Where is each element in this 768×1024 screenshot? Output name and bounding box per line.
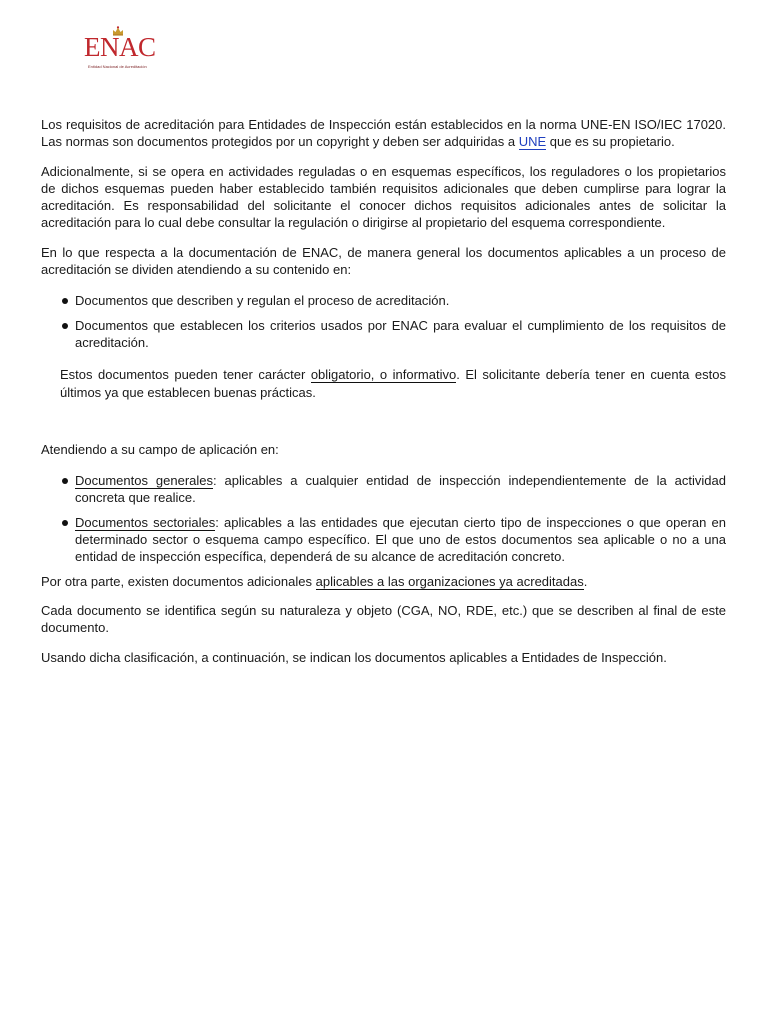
character-text-end: . El solicitante debería tener en cuenta estos últimos ya que establecen buenas prácticas. xyxy=(60,367,726,400)
list-item-text: : aplicables a cualquier entidad de inspección independientemente de la actividad concreta que realice. xyxy=(75,473,726,506)
document-character-paragraph xyxy=(41,366,726,401)
accredited-text-end: . xyxy=(583,573,588,589)
documentos-sectoriales-link[interactable]: Documentos sectoriales xyxy=(75,514,216,530)
enac-logo xyxy=(84,26,160,70)
list-item xyxy=(75,514,726,566)
application-field-paragraph: Atendiendo a su campo de aplicación en: xyxy=(41,441,279,457)
list-item xyxy=(75,472,726,507)
documentos-generales-link[interactable]: Documentos generales xyxy=(75,473,214,489)
classification-paragraph: Usando dicha clasificación, a continuación, se indican los documentos aplicables a Entidades de Inspección. xyxy=(41,649,667,665)
intro-paragraph xyxy=(41,116,726,151)
accredited-orgs-paragraph xyxy=(41,573,726,590)
list-item-text: : aplicables a las entidades que ejecutan cierto tipo de inspecciones o que operan en determinado sector o esquema campo específico. El que uno de estos documentos sea aplicable o no a una entidad de inspección específica, dependerá de su alcance de acreditación concreto. xyxy=(75,514,726,565)
list-item-text: Documentos que describen y regulan el proceso de acreditación. xyxy=(75,293,450,309)
logo-subtitle: Entidad Nacional de Acreditación xyxy=(88,64,147,69)
obligatorio-informativo-link[interactable]: obligatorio, o informativo xyxy=(310,367,457,383)
intro-text-end: que es su propietario. xyxy=(546,134,675,150)
bullet-icon xyxy=(62,478,68,484)
list-item xyxy=(75,317,726,352)
list-item xyxy=(75,292,726,309)
logo-wordmark: ENAC xyxy=(84,32,156,62)
documentation-paragraph: En lo que respecta a la documentación de ENAC, de manera general los documentos aplicables a un proceso de acreditación se dividen atendiendo a su contenido en: xyxy=(41,244,726,278)
une-link[interactable]: UNE xyxy=(518,134,547,150)
intro-text: Los requisitos de acreditación para Entidades de Inspección están establecidos en la norma UNE-EN ISO/IEC 17020. Las normas son documentos protegidos por un copyright y deben ser adquiridas a xyxy=(41,117,726,150)
accredited-orgs-link[interactable]: aplicables a las organizaciones ya acreditadas xyxy=(315,573,584,589)
bullet-icon xyxy=(62,520,68,526)
document-body xyxy=(41,116,726,666)
identification-paragraph: Cada documento se identifica según su naturaleza y objeto (CGA, NO, RDE, etc.) que se describen al final de este documento. xyxy=(41,602,726,636)
content-type-list xyxy=(41,292,726,351)
bullet-icon xyxy=(62,298,68,304)
accredited-text: Por otra parte, existen documentos adicionales xyxy=(41,573,316,589)
additional-requirements-paragraph: Adicionalmente, si se opera en actividades reguladas o en esquemas específicos, los reguladores o los propietarios de dichos esquemas pueden haber establecido también requisitos adicionales que deben cumplirse para lograr la acreditación. Es responsabilidad del solicitante el conocer dichos requisitos adicionales antes de solicitar la acreditación para lo cual debe consultar la regulación o dirigirse al propietario del esquema correspondiente. xyxy=(41,163,726,231)
list-item-text: Documentos que establecen los criterios usados por ENAC para evaluar el cumplimiento de los requisitos de acreditación. xyxy=(75,317,726,350)
application-field-list xyxy=(41,472,726,565)
bullet-icon xyxy=(62,323,68,329)
character-text: Estos documentos pueden tener carácter xyxy=(60,367,311,383)
